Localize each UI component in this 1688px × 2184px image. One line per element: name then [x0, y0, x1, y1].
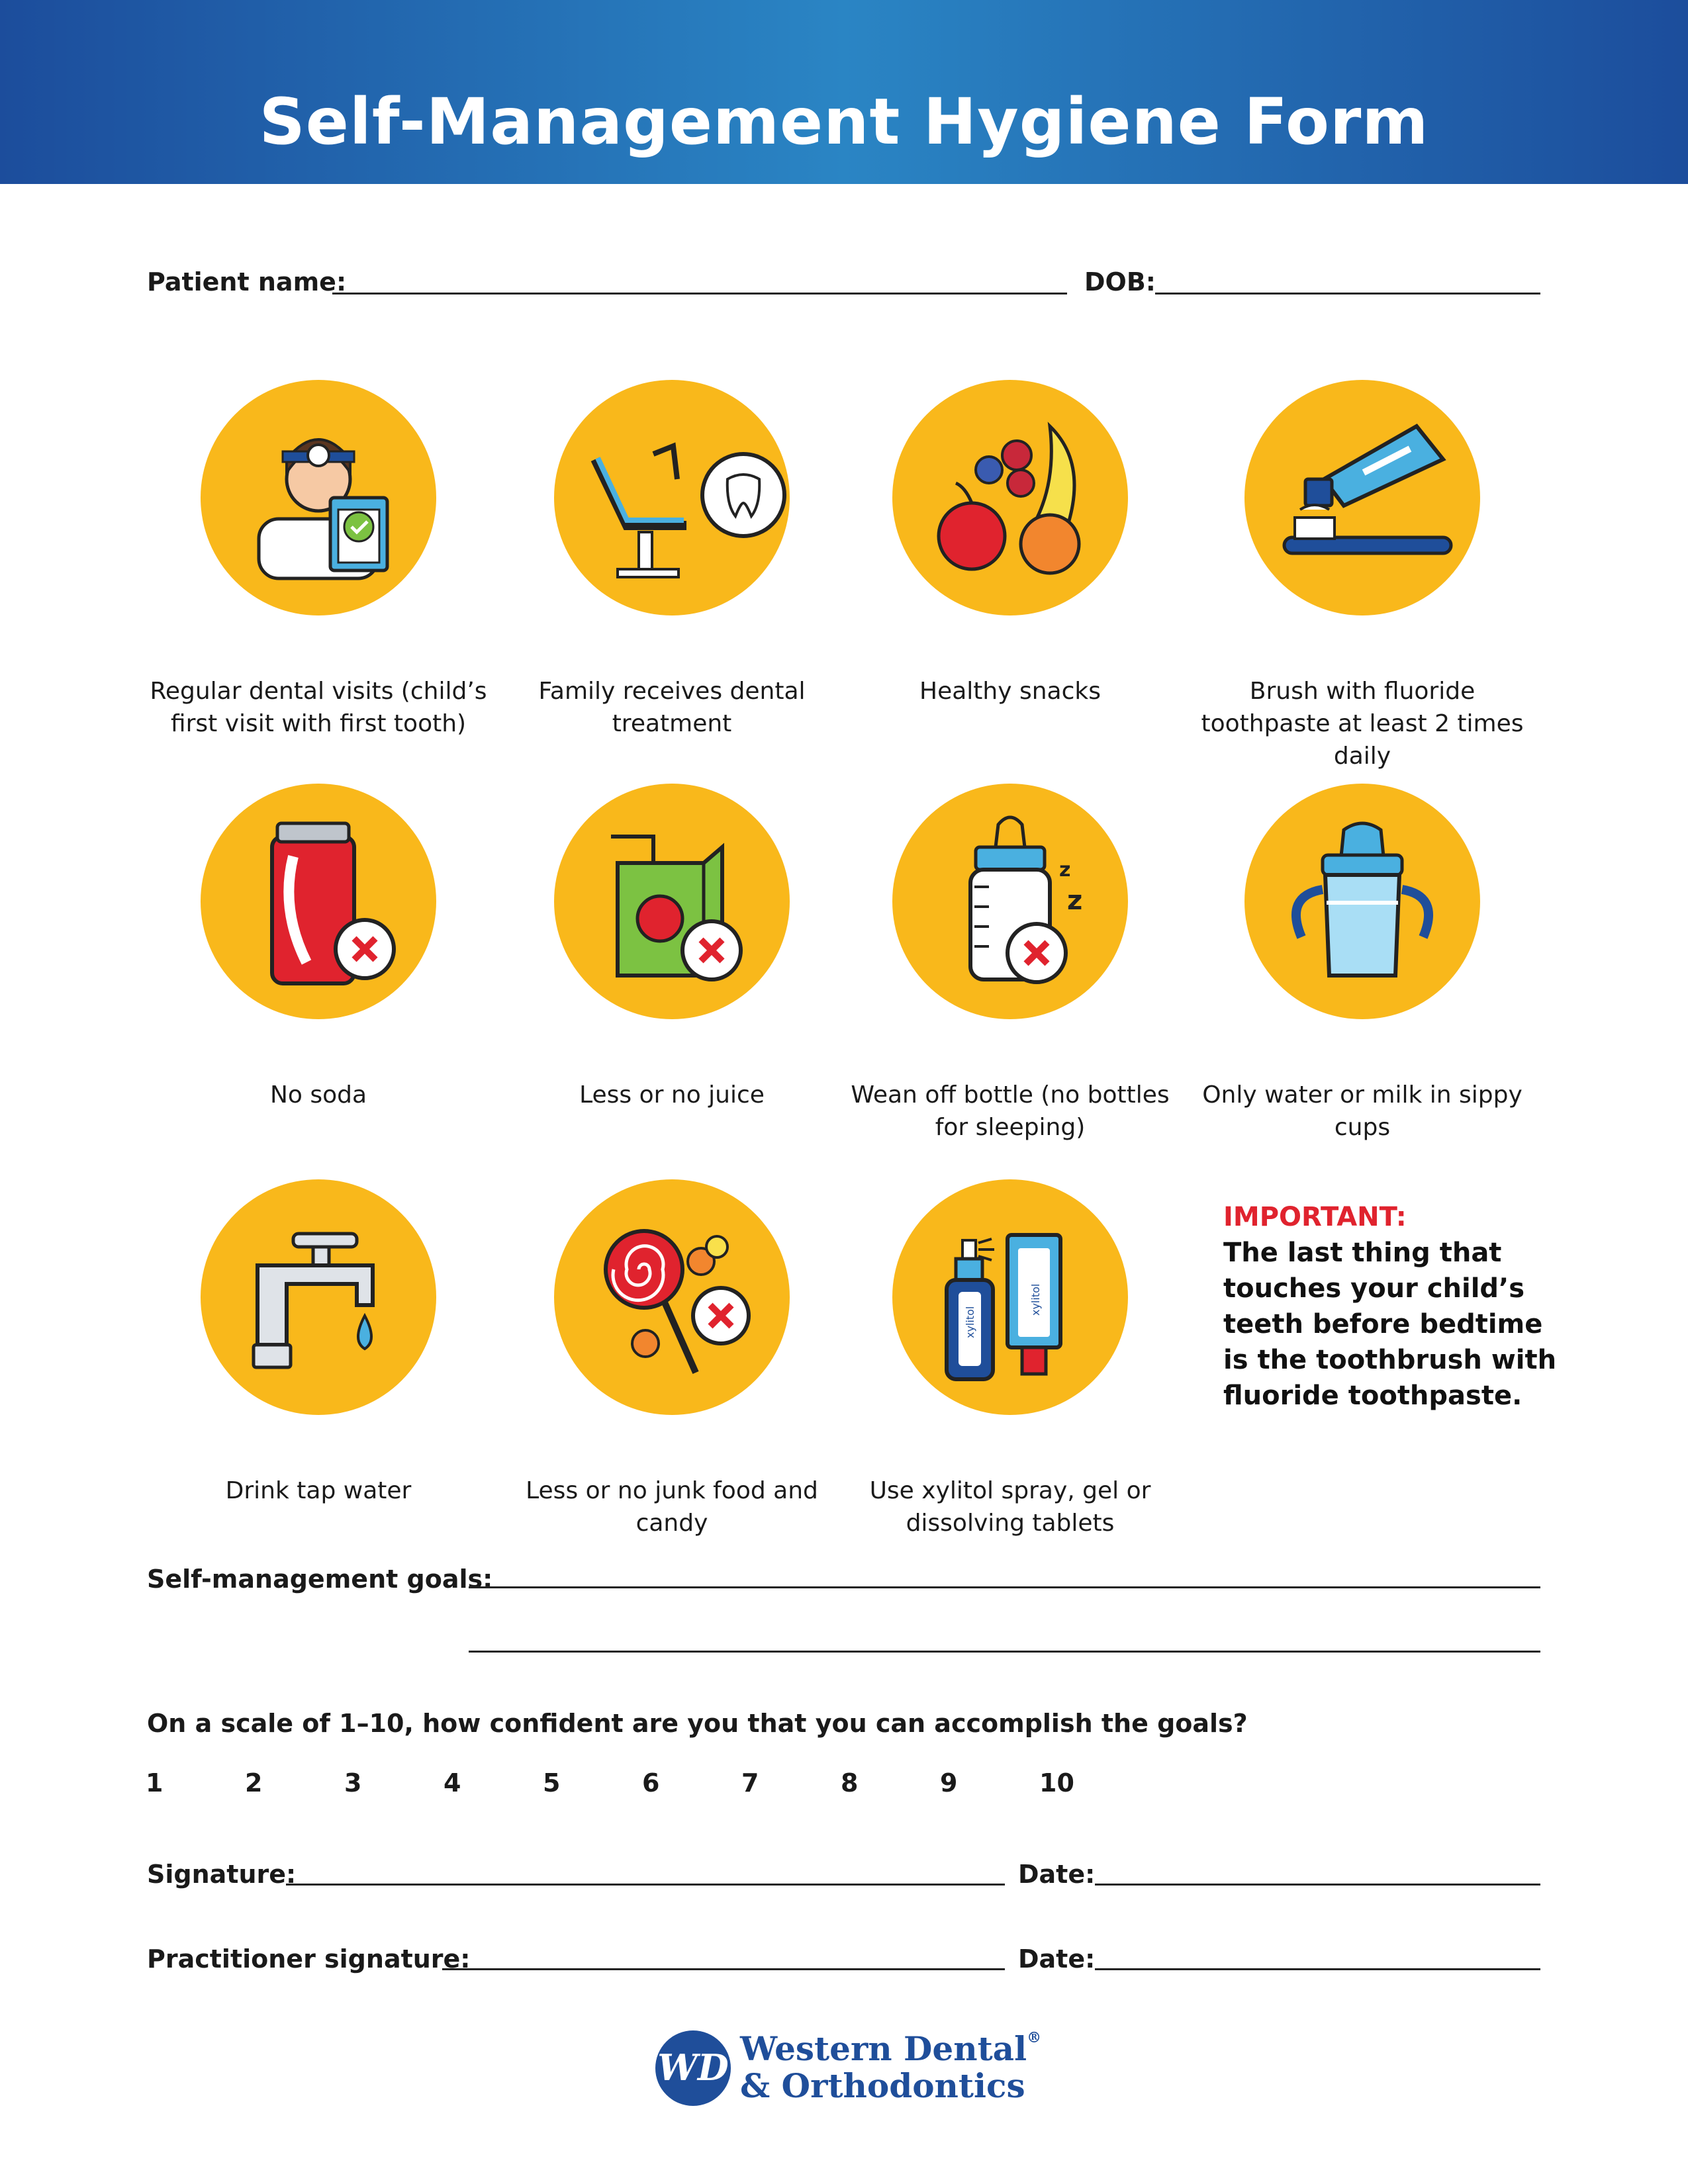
tile-tap-water [140, 1179, 497, 1507]
tile-dental-visits [140, 380, 497, 740]
logo-line1: Western Dental [740, 2029, 1027, 2068]
tile-wean-bottle [831, 784, 1189, 1144]
tile-caption: Use xylitol spray, gel or dissolving tablets [869, 1477, 1151, 1537]
signature-label: Signature: [147, 1860, 297, 1889]
tile-caption: Regular dental visits (child’s first visit with first tooth) [150, 678, 487, 737]
tile-caption: No soda [269, 1081, 367, 1109]
practitioner-signature-field[interactable] [442, 1968, 1005, 1970]
scale-option[interactable]: 6 [642, 1768, 660, 1797]
candy-icon [554, 1179, 790, 1415]
toothbrush-icon [1244, 380, 1480, 615]
dob-label: DOB: [1084, 267, 1156, 296]
important-title: IMPORTANT: [1223, 1202, 1407, 1232]
patient-name-label: Patient name: [147, 267, 347, 296]
baby-bottle-icon [892, 784, 1128, 1019]
tile-brush-fluoride [1184, 380, 1541, 772]
western-dental-logo [655, 2025, 1053, 2111]
date-field[interactable] [1095, 1884, 1540, 1886]
tile-junk-food [493, 1179, 851, 1539]
scale-option[interactable]: 2 [245, 1768, 263, 1797]
scale-option[interactable]: 4 [444, 1768, 461, 1797]
scale-option[interactable]: 1 [146, 1768, 164, 1797]
goals-line-2[interactable] [469, 1651, 1540, 1653]
juice-box-icon [554, 784, 790, 1019]
scale-option[interactable]: 3 [344, 1768, 362, 1797]
header-banner [0, 0, 1688, 184]
tile-caption: Drink tap water [225, 1477, 412, 1504]
dental-chair-icon [554, 380, 790, 615]
logo-monogram: WD [657, 2046, 729, 2089]
scale-option[interactable]: 5 [543, 1768, 561, 1797]
page-title: Self-Management Hygiene Form [259, 85, 1429, 159]
tile-xylitol [831, 1179, 1189, 1539]
important-body: The last thing that touches your child’s teeth before bedtime is the toothbrush with fluoride toothpaste. [1223, 1238, 1557, 1411]
xylitol-gel-label: xylitol [1029, 1283, 1042, 1316]
scale-option[interactable]: 8 [841, 1768, 859, 1797]
patient-name-field[interactable] [332, 293, 1067, 295]
dentist-icon [201, 380, 436, 615]
scale-option[interactable]: 9 [940, 1768, 958, 1797]
practitioner-signature-label: Practitioner signature: [147, 1944, 471, 1974]
dob-field[interactable] [1155, 293, 1540, 295]
tile-healthy-snacks [831, 380, 1189, 707]
signature-field[interactable] [286, 1884, 1005, 1886]
confidence-question: On a scale of 1–10, how confident are you that you can accomplish the goals? [147, 1709, 1248, 1738]
svg-text:z: z [1067, 886, 1083, 916]
tile-caption: Wean off bottle (no bottles for sleeping) [851, 1081, 1170, 1141]
tile-caption: Less or no juice [579, 1081, 765, 1109]
xylitol-icon [892, 1179, 1128, 1415]
wd-monogram-icon [655, 2030, 731, 2106]
tile-caption: Less or no junk food and candy [526, 1477, 818, 1537]
tile-caption: Brush with fluoride toothpaste at least 2 times daily [1201, 678, 1524, 770]
logo-name-line1 [740, 2029, 1041, 2068]
goals-label: Self-management goals: [147, 1565, 493, 1594]
scale-option[interactable]: 7 [741, 1768, 759, 1797]
date-label-2: Date: [1018, 1944, 1096, 1974]
fruit-icon [892, 380, 1128, 615]
tile-no-soda [140, 784, 497, 1111]
tile-caption: Only water or milk in sippy cups [1202, 1081, 1523, 1141]
soda-can-icon [201, 784, 436, 1019]
sippy-cup-icon [1244, 784, 1480, 1019]
logo-name-line2: & Orthodontics [740, 2066, 1025, 2105]
goals-line-1[interactable] [469, 1586, 1540, 1588]
date-label: Date: [1018, 1860, 1096, 1889]
logo-registered: ® [1027, 2029, 1042, 2046]
faucet-icon [201, 1179, 436, 1415]
tile-less-juice [493, 784, 851, 1111]
xylitol-spray-label: xylitol [964, 1306, 976, 1338]
important-note [1223, 1199, 1568, 1414]
tile-caption: Family receives dental treatment [538, 678, 806, 737]
scale-option[interactable]: 10 [1039, 1768, 1074, 1797]
tile-family-treatment [493, 380, 851, 740]
tile-sippy-cups [1184, 784, 1541, 1144]
svg-text:z: z [1059, 858, 1071, 882]
date-field-2[interactable] [1095, 1968, 1540, 1970]
tile-caption: Healthy snacks [919, 678, 1101, 705]
